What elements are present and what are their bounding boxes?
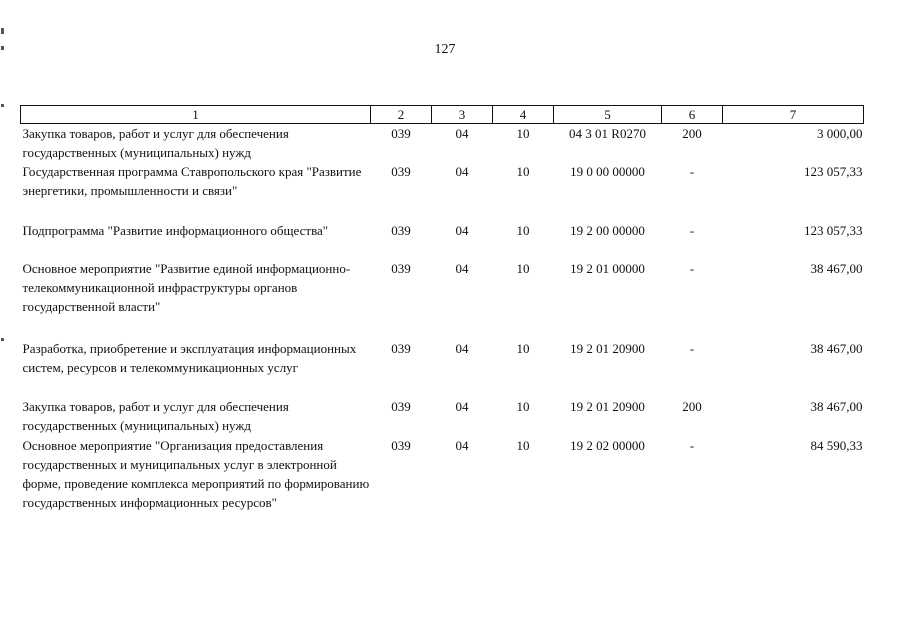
row-code-subsection: 10 [516,126,530,141]
row-code-section: 04 [455,164,469,179]
row-code-subsection: 10 [516,399,530,414]
table-row [21,339,864,397]
row-expense-type: 200 [682,399,702,414]
page-number: 127 [434,42,456,57]
row-code-section: 04 [455,261,469,276]
column-header-5: 5 [554,106,662,124]
row-target-article: 04 3 01 R0270 [569,126,646,141]
table-header-row [21,106,864,124]
row-code-ministry: 039 [391,341,411,356]
table-row [21,397,864,436]
row-code-subsection: 10 [516,261,530,276]
row-expense-type: - [689,341,695,356]
row-name: Подпрограмма "Развитие информационного общества" [22,223,329,238]
table-row [21,221,864,259]
row-code-section: 04 [455,341,469,356]
table-row [21,259,864,339]
row-expense-type: - [689,164,695,179]
column-header-7: 7 [723,106,864,124]
row-target-article: 19 2 00 00000 [570,223,645,238]
row-target-article: 19 2 01 20900 [570,341,645,356]
row-name: Закупка товаров, работ и услуг для обеспечения государственных (муниципальных) нужд [22,126,289,160]
row-name: Основное мероприятие "Организация предоставления государственных и муниципальных услуг в электронной форме, проведение комплекса мероприятий по формированию государственных информационных ресурсов" [22,438,370,510]
row-code-subsection: 10 [516,223,530,238]
row-amount: 3 000,00 [817,126,863,141]
row-code-section: 04 [455,399,469,414]
row-target-article: 19 0 00 00000 [570,164,645,179]
row-amount: 38 467,00 [810,399,863,414]
row-code-ministry: 039 [391,126,411,141]
row-code-subsection: 10 [516,438,530,453]
row-name: Закупка товаров, работ и услуг для обеспечения государственных (муниципальных) нужд [22,399,289,433]
column-header-2: 2 [371,106,432,124]
column-header-4: 4 [493,106,554,124]
row-amount: 123 057,33 [804,164,863,179]
row-expense-type: - [689,223,695,238]
column-header-3: 3 [432,106,493,124]
column-header-1: 1 [21,106,371,124]
row-amount: 38 467,00 [810,261,863,276]
row-code-ministry: 039 [391,399,411,414]
row-code-section: 04 [455,438,469,453]
row-target-article: 19 2 01 20900 [570,399,645,414]
row-code-section: 04 [455,223,469,238]
row-code-ministry: 039 [391,261,411,276]
row-target-article: 19 2 01 00000 [570,261,645,276]
row-code-subsection: 10 [516,164,530,179]
budget-table [20,105,864,534]
table-row [21,436,864,534]
row-code-section: 04 [455,126,469,141]
row-code-ministry: 039 [391,164,411,179]
row-expense-type: - [689,261,695,276]
row-target-article: 19 2 02 00000 [570,438,645,453]
table-row [21,124,864,163]
table-row [21,162,864,221]
row-name: Государственная программа Ставропольского края "Развитие энергетики, промышленности и связи" [22,164,362,198]
row-amount: 84 590,33 [810,438,863,453]
row-name: Основное мероприятие "Развитие единой информационно-телекоммуникационной инфраструктуры органов государственной власти" [22,261,351,314]
row-expense-type: 200 [682,126,702,141]
row-amount: 38 467,00 [810,341,863,356]
row-amount: 123 057,33 [804,223,863,238]
row-code-ministry: 039 [391,223,411,238]
row-code-ministry: 039 [391,438,411,453]
row-code-subsection: 10 [516,341,530,356]
scan-margin-marks [0,20,6,450]
row-name: Разработка, приобретение и эксплуатация информационных систем, ресурсов и телекоммуникационных услуг [22,341,357,375]
column-header-6: 6 [662,106,723,124]
row-expense-type: - [689,438,695,453]
